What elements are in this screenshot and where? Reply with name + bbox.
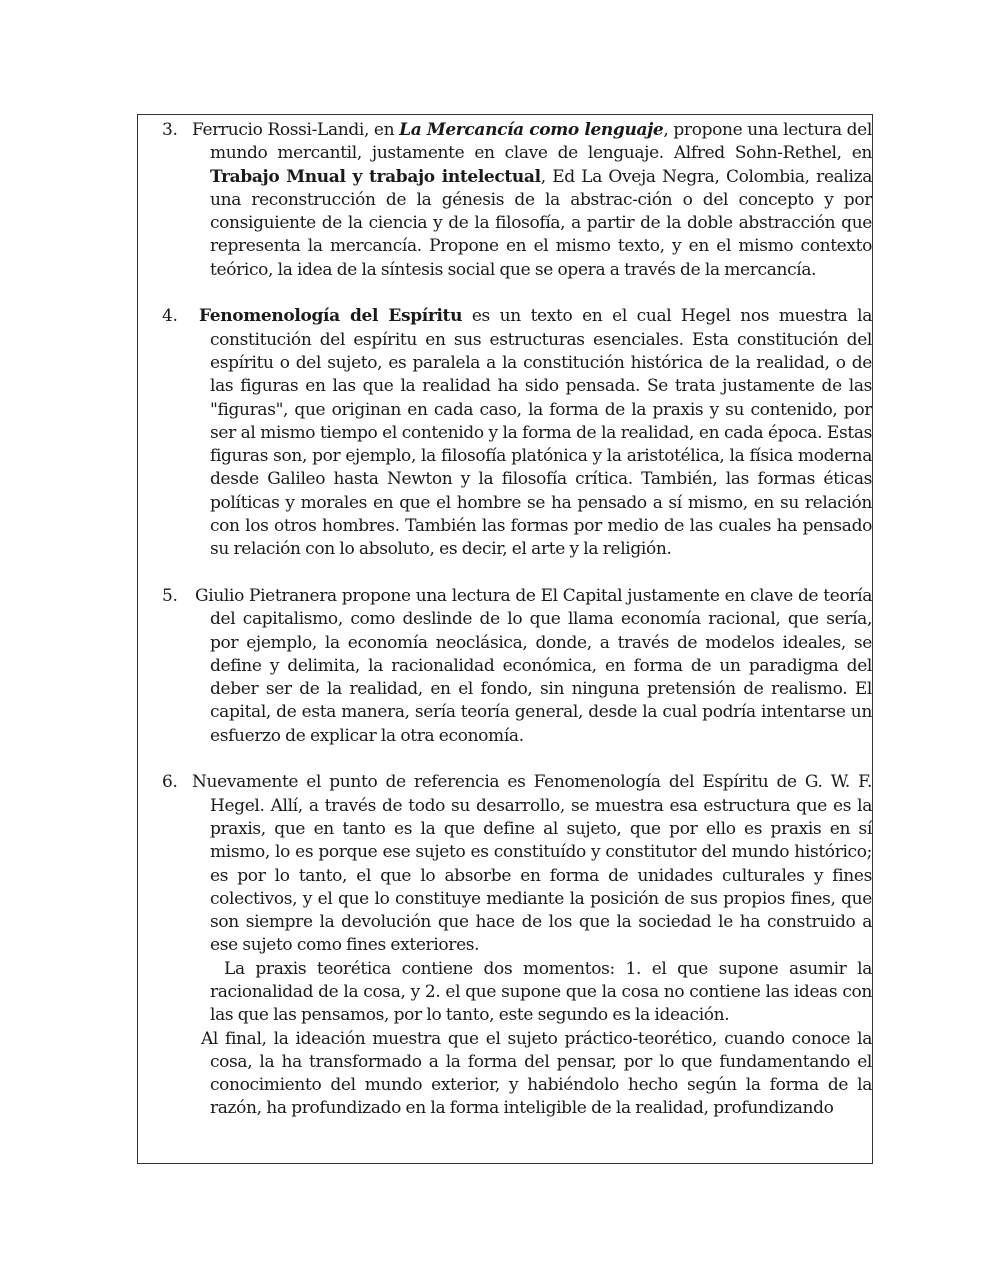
note-paragraph: Giulio Pietranera propone una lectura de El Capital justamente en clave de teoría del capitalismo, como deslinde de lo que llama economía racional, que sería, por ejemplo, la economía neoclásica, donde, a través de modelos ideales, se define y delimita, la racionalidad económica, en forma de un paradigma del deber ser de la realidad, en el fondo, sin ninguna pretensión de realismo. El capital, de esta manera, sería teoría general, desde la cual podría intentarse un esfuerzo de explicar la otra economía. bbox=[195, 585, 872, 746]
book-title: Trabajo Mnual y trabajo intelectual bbox=[210, 166, 541, 187]
note-number: 3. bbox=[162, 120, 178, 140]
note-number: 5. bbox=[162, 585, 178, 606]
book-title: Fenomenología del Espíritu bbox=[199, 306, 463, 327]
note-6 bbox=[162, 771, 872, 1120]
note-text: , Ed La Oveja Negra, Colombia, realiza una reconstrucción de la génesis de la abstrac-ción o del concepto y por consiguiente de la ciencia y de la filosofía, a partir de la doble abstracción que representa la mercancía. Propone en el mismo texto, y en el mismo contexto teórico, la idea de la síntesis social que se opera a través de la mercancía. bbox=[210, 166, 872, 280]
note-paragraph: La praxis teorética contiene dos momentos: 1. el que supone asumir la racionalidad de la cosa, y 2. el que supone que la cosa no contiene las ideas con las que las pensamos, por lo tanto, este segundo es la ideación. bbox=[210, 958, 872, 1026]
book-title: La Mercancía como lenguaje bbox=[399, 120, 664, 140]
note-text: , propone una lectura del mundo mercantil, justamente en clave de lenguaje. Alfred Sohn-Rethel, en bbox=[210, 120, 872, 164]
note-paragraph: Nuevamente el punto de referencia es Fenomenología del Espíritu de G. W. F. Hegel. Allí, a través de todo su desarrollo, se muestra esa estructura que es la praxis, que en tanto es la que define al sujeto, que por ello es praxis en sí mismo, lo es porque ese sujeto es constituído y constitutor del mundo histórico; es por lo tanto, el que lo absorbe en forma de unidades culturales y fines colectivos, y el que lo constituye mediante la posición de sus propios fines, que son siempre la devolución que hace de los que la sociedad le ha construido a ese sujeto como fines exteriores. bbox=[192, 772, 872, 956]
notes-content bbox=[162, 119, 872, 1144]
note-4 bbox=[162, 305, 872, 561]
note-3 bbox=[162, 119, 872, 282]
note-paragraph bbox=[199, 305, 872, 561]
note-number: 4. bbox=[162, 306, 178, 327]
note-paragraph: Al final, la ideación muestra que el sujeto práctico-teorético, cuando conoce la cosa, la ha transformado a la forma del pensar, por lo que fundamentando el conocimiento del mundo exterior, y habiéndolo hecho según la forma de la razón, ha profundizado en la forma inteligible de la realidad, profundizando bbox=[201, 1028, 872, 1119]
note-5 bbox=[162, 585, 872, 748]
note-text: Ferrucio Rossi-Landi, en bbox=[192, 120, 400, 140]
note-number: 6. bbox=[162, 772, 178, 793]
notes-frame bbox=[137, 114, 873, 1164]
note-paragraph bbox=[192, 119, 872, 282]
note-text: es un texto en el cual Hegel nos muestra la constitución del espíritu en sus estructuras esenciales. Esta constitución del espíritu o del sujeto, es paralela a la constitución histórica de la realidad, o de las figuras en las que la realidad ha sido pensada. Se trata justamente de las "figuras", que originan en cada caso, la forma de la praxis y su contenido, por ser al mismo tiempo el contenido y la forma de la realidad, en cada época. Estas figuras son, por ejemplo, la filosofía platónica y la aristotélica, la física moderna desde Galileo hasta Newton y la filosofía crítica. También, las formas éticas políticas y morales en que el hombre se ha pensado a sí mismo, en su relación con los otros hombres. También las formas por medio de las cuales ha pensado su relación con lo absoluto, es decir, el arte y la religión. bbox=[210, 306, 872, 560]
